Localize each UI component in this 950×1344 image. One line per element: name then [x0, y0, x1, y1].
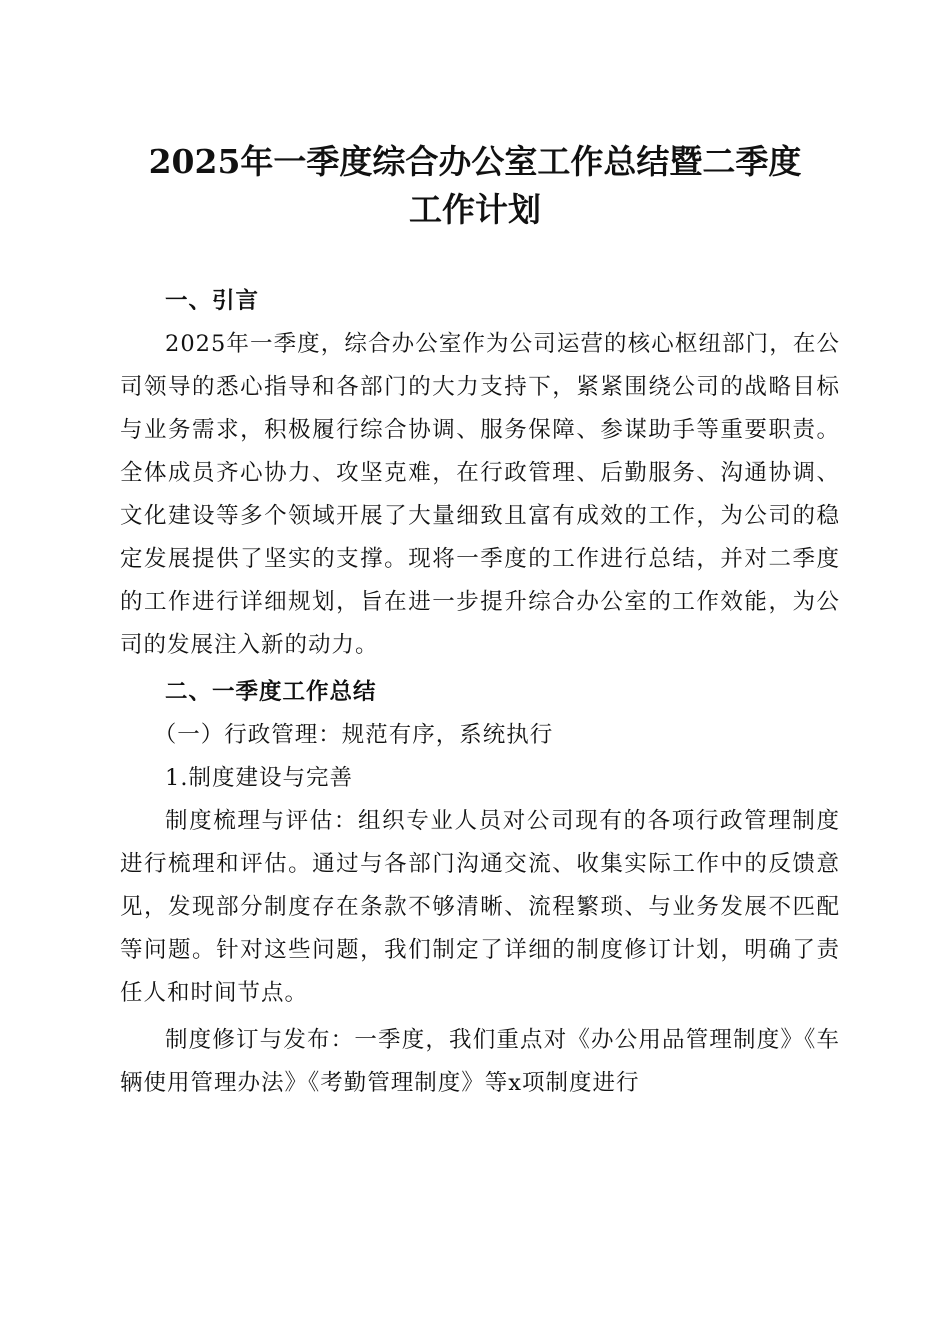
document-title [100, 138, 850, 234]
paragraph-system-revision: 制度修订与发布：一季度，我们重点对《办公用品管理制度》《车辆使用管理办法》《考勤管理制度》等x项制度进行 [120, 1027, 840, 1096]
subsection-heading-admin: （一）行政管理：规范有序，系统执行 [153, 722, 554, 748]
title-line-2: 工作计划 [409, 190, 541, 229]
title-line-1: 2025年一季度综合办公室工作总结暨二季度 [148, 142, 802, 181]
section-heading-intro: 一、引言 [165, 288, 260, 314]
intro-paragraph: 2025年一季度，综合办公室作为公司运营的核心枢纽部门，在公司领导的悉心指导和各部门的大力支持下，紧紧围绕公司的战略目标与业务需求，积极履行综合协调、服务保障、参谋助手等重要职责。全体成员齐心协力、攻坚克难，在行政管理、后勤服务、沟通协调、文化建设等多个领域开展了大量细致且富有成效的工作，为公司的稳定发展提供了坚实的支撑。现将一季度的工作进行总结，并对二季度的工作进行详细规划，旨在进一步提升综合办公室的工作效能，为公司的发展注入新的动力。 [120, 331, 840, 658]
section-heading-summary: 二、一季度工作总结 [165, 679, 377, 705]
item-heading-system: 1.制度建设与完善 [165, 765, 353, 791]
paragraph-system-review: 制度梳理与评估：组织专业人员对公司现有的各项行政管理制度进行梳理和评估。通过与各部门沟通交流、收集实际工作中的反馈意见，发现部分制度存在条款不够清晰、流程繁琐、与业务发展不匹配等问题。针对这些问题，我们制定了详细的制度修订计划，明确了责任人和时间节点。 [120, 808, 840, 1006]
document-body [120, 280, 840, 1105]
